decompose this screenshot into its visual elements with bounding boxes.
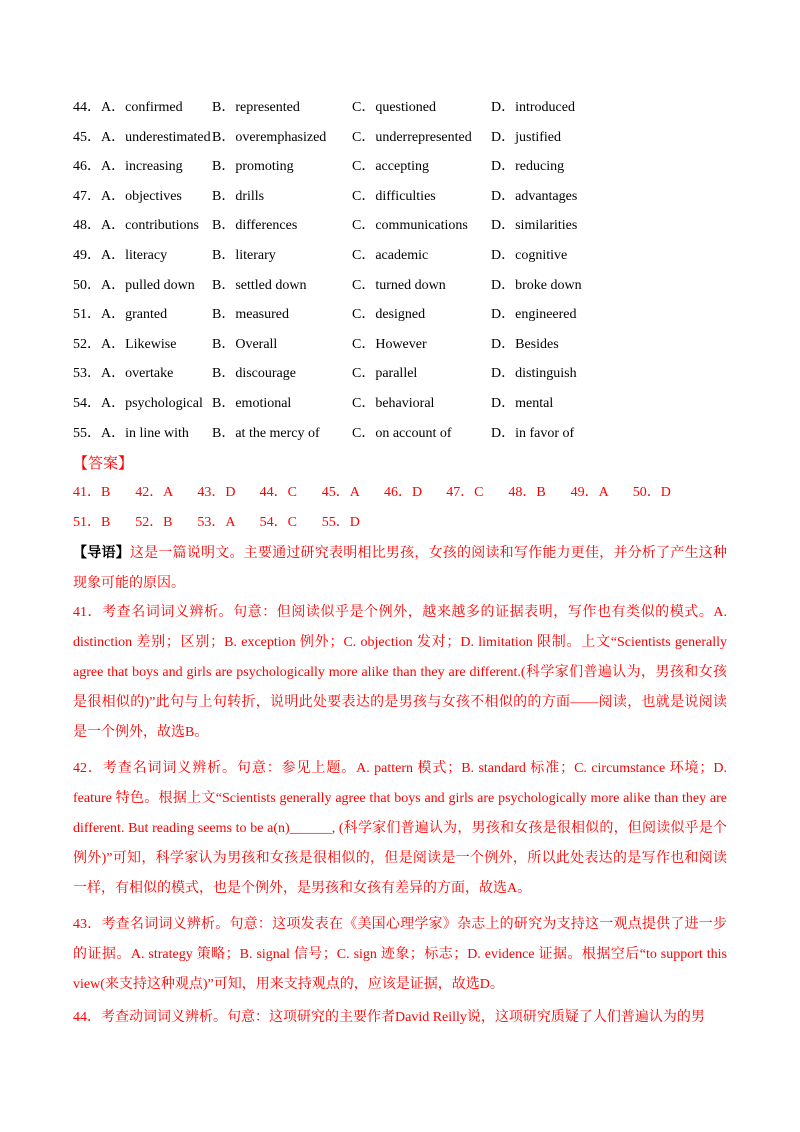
- answer-heading: 【答案】: [73, 454, 134, 472]
- answer-item: 41．B: [73, 485, 111, 500]
- answer-item: 45．A: [321, 485, 360, 500]
- option-c: C．accepting: [352, 159, 429, 175]
- option-c: C．questioned: [352, 100, 436, 115]
- option-a-text: A．underestimated: [101, 129, 211, 145]
- option-a-text: A．overtake: [101, 366, 174, 382]
- option-b: B．Overall: [212, 336, 278, 352]
- answer-item: 55．D: [321, 515, 360, 530]
- option-c: C．academic: [352, 248, 429, 263]
- answer-item: 42．A: [135, 485, 174, 500]
- option-a-text: A．literacy: [101, 248, 168, 263]
- option-a: [73, 127, 211, 149]
- option-a-text: A．Likewise: [101, 336, 177, 352]
- explanation-44: 44．考查动词词义辨析。句意：这项研究的主要作者David Reilly说，这项研究质疑了人们普遍认为的男: [73, 1010, 705, 1025]
- option-c: C．parallel: [352, 366, 418, 382]
- option-d: D．advantages: [491, 188, 578, 204]
- option-d: D．cognitive: [491, 248, 568, 263]
- option-b: B．differences: [212, 218, 298, 234]
- option-d: D．similarities: [491, 218, 578, 234]
- option-a-text: A．contributions: [101, 218, 199, 234]
- guide-text: 这是一篇说明文。主要通过研究表明相比男孩，女孩的阅读和写作能力更佳，并分析了产生这种现象可能的原因。: [73, 546, 727, 591]
- option-a: [73, 304, 167, 326]
- option-b: B．at the mercy of: [212, 425, 320, 441]
- answer-item: 49．A: [570, 485, 609, 500]
- answer-item: 43．D: [197, 485, 236, 500]
- option-c: C．turned down: [352, 277, 446, 293]
- option-a-text: A．increasing: [101, 159, 183, 175]
- option-b: B．drills: [212, 188, 265, 204]
- question-number: 50．: [73, 277, 101, 293]
- option-b: B．promoting: [212, 159, 294, 175]
- option-b: B．overemphasized: [212, 129, 327, 145]
- option-b: B．represented: [212, 100, 300, 115]
- explanation-41: 41．考查名词词义辨析。句意：但阅读似乎是个例外，越来越多的证据表明，写作也有类似的模式。A. distinction 差别；区别；B. exception 例外；C. objection 发对；D. limitation 限制。上文“Scientists generally agree that boys and girls are psychologically more alike than they are different.(科学家们普遍认为，男孩和女孩是很相似的)”此句与上句转折，说明此处要表达的是男孩与女孩不相似的的方面——阅读，也就是说阅读是一个例外，故选B。: [73, 605, 727, 740]
- question-number: 47．: [73, 188, 101, 204]
- option-d: D．introduced: [491, 100, 575, 115]
- option-c: C．behavioral: [352, 396, 435, 411]
- question-number: 52．: [73, 336, 101, 352]
- option-c: C．difficulties: [352, 188, 436, 204]
- question-number: 54．: [73, 396, 101, 411]
- question-number: 51．: [73, 307, 101, 323]
- option-a-text: A．psychological: [101, 396, 203, 411]
- option-a: [73, 334, 176, 356]
- option-a: [73, 215, 199, 237]
- option-a: [73, 97, 183, 119]
- option-a-text: A．in line with: [101, 425, 189, 441]
- option-b: B．measured: [212, 307, 289, 323]
- guide-tag: 【导语】: [73, 545, 130, 561]
- option-a: [73, 275, 195, 297]
- option-a-text: A．granted: [101, 307, 168, 323]
- guide-paragraph: [73, 538, 727, 599]
- explanation-42: 42．考查名词词义辨析。句意：参见上题。A. pattern 模式；B. standard 标准；C. circumstance 环境；D. feature 特色。根据上文“Scientists generally agree that boys and girls are psychologically more alike than they are different. But reading seems to be a(n)______, (科学家们普遍认为，男孩和女孩是很相似的，但阅读似乎是个例外)”可知，科学家认为男孩和女孩是很相似的，但是阅读是一个例外，所以此处表达的是写作也和阅读一样，有相似的模式，也是个例外，是男孩和女孩有差异的方面，故选A。: [73, 761, 727, 896]
- option-b: B．settled down: [212, 277, 307, 293]
- option-d: D．engineered: [491, 307, 577, 323]
- answer-item: 54．C: [259, 515, 297, 530]
- option-b: B．literary: [212, 248, 276, 263]
- question-number: 53．: [73, 366, 101, 382]
- option-b: B．discourage: [212, 366, 296, 382]
- option-d: D．Besides: [491, 336, 559, 352]
- answer-item: 46．D: [384, 485, 423, 500]
- question-number: 49．: [73, 248, 101, 263]
- question-number: 44．: [73, 100, 101, 115]
- answer-item: 44．C: [259, 485, 297, 500]
- option-d: D．justified: [491, 129, 561, 145]
- option-a-text: A．objectives: [101, 188, 182, 204]
- question-number: 48．: [73, 218, 101, 234]
- option-a: [73, 186, 182, 208]
- option-a: [73, 156, 183, 178]
- question-number: 55．: [73, 425, 101, 441]
- option-d: D．reducing: [491, 159, 565, 175]
- option-d: D．broke down: [491, 277, 582, 293]
- option-d: D．mental: [491, 396, 554, 411]
- option-c: C．However: [352, 336, 427, 352]
- option-a: [73, 423, 189, 445]
- answer-item: 47．C: [446, 485, 484, 500]
- option-a: [73, 363, 173, 385]
- option-b: B．emotional: [212, 396, 292, 411]
- option-c: C．on account of: [352, 425, 452, 441]
- question-number: 45．: [73, 129, 101, 145]
- answer-item: 50．D: [632, 485, 671, 500]
- answer-item: 53．A: [197, 515, 236, 530]
- answer-item: 51．B: [73, 515, 111, 530]
- option-a-text: A．confirmed: [101, 100, 183, 115]
- option-a: [73, 245, 167, 267]
- question-number: 46．: [73, 159, 101, 175]
- option-c: C．communications: [352, 218, 468, 234]
- option-d: D．distinguish: [491, 366, 577, 382]
- answer-item: 48．B: [508, 485, 546, 500]
- option-c: C．underrepresented: [352, 129, 472, 145]
- option-a-text: A．pulled down: [101, 277, 195, 293]
- answer-item: 52．B: [135, 515, 173, 530]
- explanation-43: 43．考查名词词义辨析。句意：这项发表在《美国心理学家》杂志上的研究为支持这一观点提供了进一步的证据。A. strategy 策略；B. signal 信号；C. sign 迹象；标志；D. evidence 证据。根据空后“to support this view(来支持这种观点)”可知，用来支持观点的，应该是证据，故选D。: [73, 917, 727, 992]
- option-d: D．in favor of: [491, 425, 575, 441]
- option-c: C．designed: [352, 307, 426, 323]
- option-a: [73, 393, 203, 415]
